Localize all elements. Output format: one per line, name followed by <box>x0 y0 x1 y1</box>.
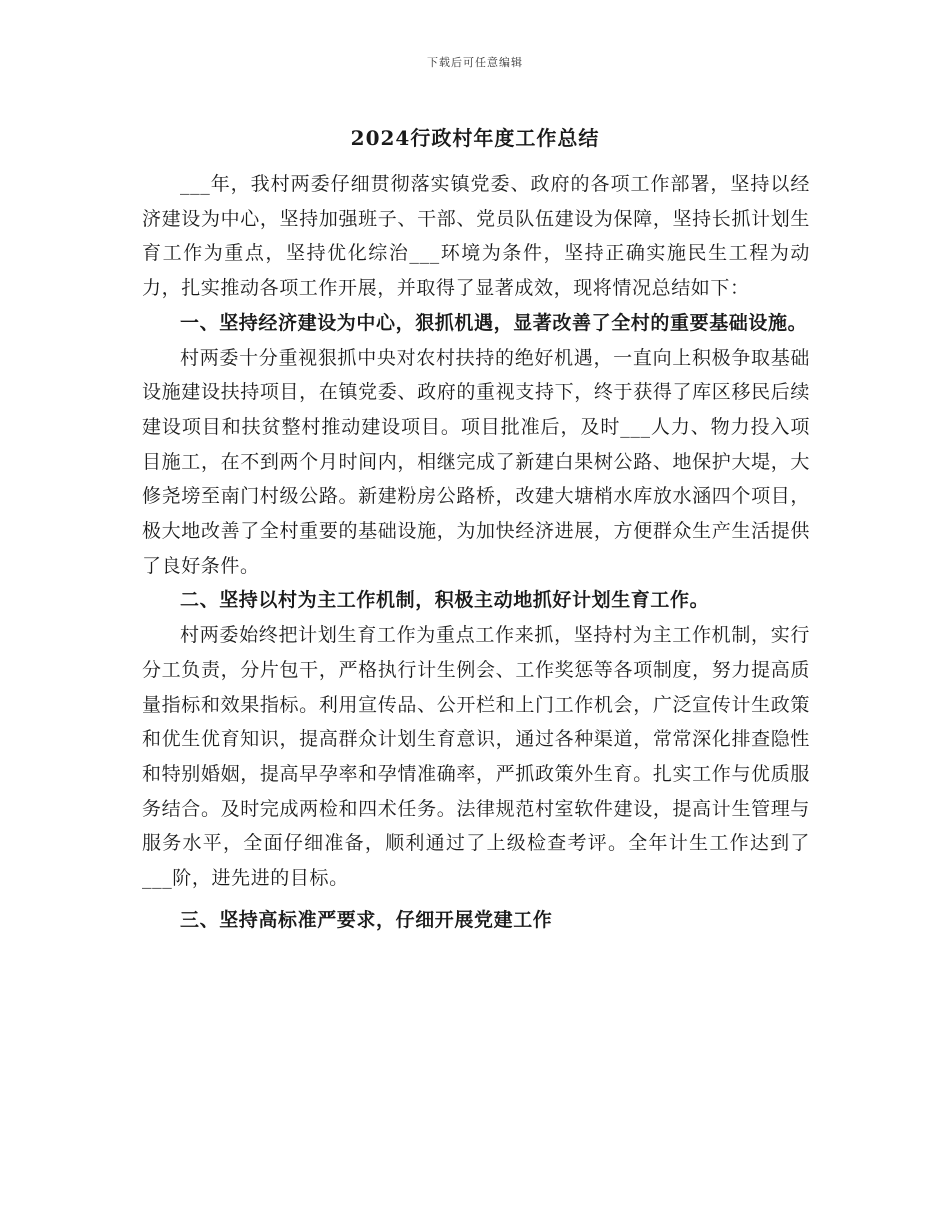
section-2-paragraph: 村两委始终把计划生育工作为重点工作来抓，坚持村为主工作机制，实行分工负责，分片包干，严格执行计生例会、工作奖惩等各项制度，努力提高质量指标和效果指标。利用宣传品、公开栏和上门工作机会，广泛宣传计生政策和优生优育知识，提高群众计划生育意识，通过各种渠道，常常深化排查隐性和特别婚姻，提高早孕率和孕情准确率，严抓政策外生育。扎实工作与优质服务结合。及时完成两检和四术任务。法律规范村室软件建设，提高计生管理与服务水平，全面仔细准备，顺利通过了上级检查考评。全年计生工作达到了___阶，进先进的目标。 <box>142 624 810 890</box>
document-body <box>142 167 810 937</box>
document-title: 2024行政村年度工作总结 <box>350 126 600 150</box>
intro-paragraph: ___年，我村两委仔细贯彻落实镇党委、政府的各项工作部署，坚持以经济建设为中心，坚持加强班子、干部、党员队伍建设为保障，坚持长抓计划生育工作为重点，坚持优化综治___环境为条件，坚持正确实施民生工程为动力，扎实推动各项工作开展，并取得了显著成效，现将情况总结如下： <box>142 173 810 300</box>
header-note: 下载后可任意编辑 <box>427 56 523 69</box>
section-heading-2: 二、坚持以村为主工作机制，积极主动地抓好计划生育工作。 <box>180 589 710 612</box>
section-heading-3: 三、坚持高标准严要求，仔细开展党建工作 <box>180 908 553 931</box>
section-heading-1: 一、坚持经济建设为中心，狠抓机遇，显著改善了全村的重要基础设施。 <box>180 311 808 334</box>
section-1-paragraph: 村两委十分重视狠抓中央对农村扶持的绝好机遇，一直向上积极争取基础设施建设扶持项目，在镇党委、政府的重视支持下，终于获得了库区移民后续建设项目和扶贫整村推动建设项目。项目批准后，及时___人力、物力投入项目施工，在不到两个月时间内，相继完成了新建白果树公路、地保护大堤，大修尧塝至南门村级公路。新建粉房公路桥，改建大塘梢水库放水涵四个项目，极大地改善了全村重要的基础设施，为加快经济进展，方便群众生产生活提供了良好条件。 <box>142 346 810 577</box>
